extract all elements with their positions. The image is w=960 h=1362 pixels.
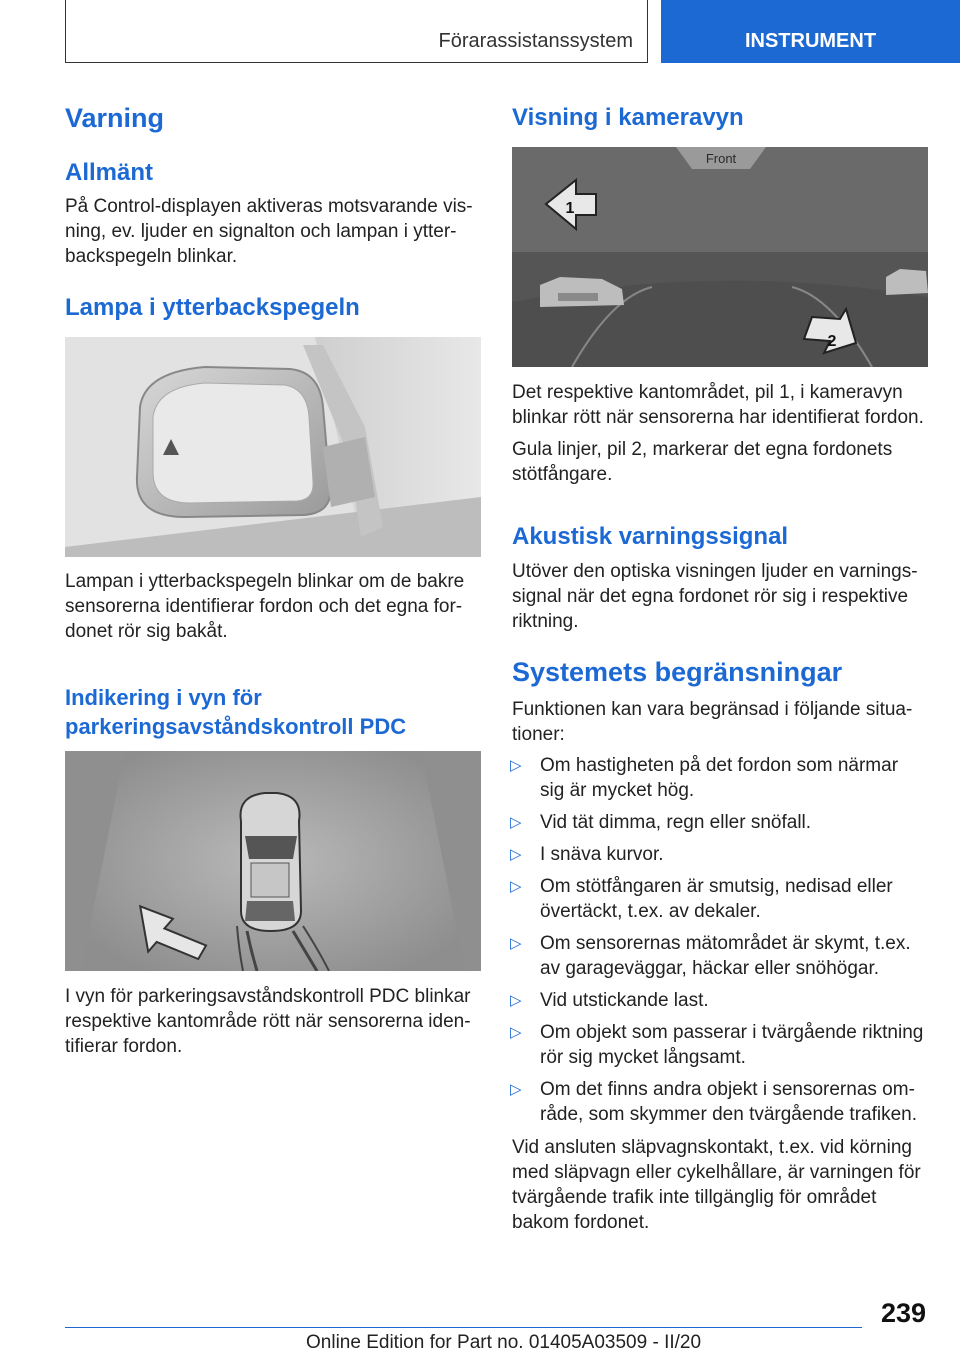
general-text: På Control-displayen aktiveras motsvarande vis- ning, ev. ljuder en signalton och lampan i ytter- backspegeln blinkar.: [65, 196, 473, 267]
acoustic-text: Utöver den optiska visningen ljuder en varnings- signal när det egna fordonet rör sig i respektive riktning.: [512, 561, 918, 632]
footer-edition: Online Edition for Part no. 01405A03509 - II/20: [306, 1332, 702, 1353]
pdc-text: I vyn för parkeringsavståndskontroll PDC blinkar respektive kantområde rött när sensorerna iden- tifierar fordon.: [65, 986, 471, 1057]
arrow-2-label: 2: [827, 333, 837, 350]
pdc-view-illustration: [65, 751, 481, 971]
mirror-illustration: [65, 337, 481, 557]
limits-intro: Funktionen kan vara begränsad i följande situa- tioner:: [512, 699, 913, 745]
section-title-varning: Varning: [65, 103, 165, 133]
camera-text-2: Gula linjer, pil 2, markerar det egna fordonets stötfångare.: [512, 439, 893, 485]
list-item: ▷ Vid utstickande last.: [510, 990, 709, 1011]
footer-divider: [65, 1327, 862, 1328]
header-section-title: Förarassistanssystem: [438, 30, 633, 52]
bullet-triangle-icon: ▷: [510, 846, 522, 863]
heading-mirror-lamp: Lampa i ytterbackspegeln: [65, 294, 360, 321]
heading-pdc-view: Indikering i vyn för parkeringsavståndskontroll PDC: [65, 685, 407, 739]
list-item: ▷ Om objekt som passerar i tvärgående riktning rör sig mycket långsamt.: [510, 1022, 924, 1068]
header-chapter-tab: INSTRUMENT: [661, 0, 960, 63]
page-number: 239: [880, 1298, 926, 1328]
closing-text: Vid ansluten släpvagnskontakt, t.ex. vid körning med släpvagn eller cykelhållare, är varningen för tvärgående trafik inte tillgänglig för området bakom fordonet.: [512, 1137, 921, 1233]
bullet-triangle-icon: ▷: [510, 1024, 522, 1041]
list-item: ▷ Om det finns andra objekt i sensorernas om- råde, som skymmer den tvärgående trafiken.: [510, 1079, 918, 1125]
bullet-triangle-icon: ▷: [510, 757, 522, 774]
header-section-box: [65, 0, 648, 63]
bullet-triangle-icon: ▷: [510, 935, 522, 952]
list-item: ▷ I snäva kurvor.: [510, 844, 664, 865]
heading-system-limits: Systemets begränsningar: [512, 657, 843, 687]
bullet-triangle-icon: ▷: [510, 814, 522, 831]
mirror-text: Lampan i ytterbackspegeln blinkar om de bakre sensorerna identifierar fordon och det egna for- donet rör sig bakåt.: [65, 571, 465, 642]
heading-camera-view: Visning i kameravyn: [512, 104, 744, 131]
camera-front-label: Front: [705, 151, 737, 166]
camera-text-1: Det respektive kantområdet, pil 1, i kameravyn blinkar rött när sensorerna har identifierat fordon.: [512, 382, 924, 428]
list-item: ▷ Om sensorernas mätområdet är skymt, t.ex. av garageväggar, häckar eller snöhögar.: [510, 933, 911, 979]
heading-allmant: Allmänt: [65, 159, 154, 186]
list-item: ▷ Om hastigheten på det fordon som närmar sig är mycket hög.: [510, 755, 899, 801]
arrow-1-label: 1: [565, 200, 575, 217]
list-item: ▷ Vid tät dimma, regn eller snöfall.: [510, 812, 812, 833]
bullet-triangle-icon: ▷: [510, 878, 522, 895]
bullet-triangle-icon: ▷: [510, 992, 522, 1009]
heading-acoustic-warning: Akustisk varningssignal: [512, 523, 789, 550]
bullet-triangle-icon: ▷: [510, 1081, 522, 1098]
camera-view-illustration: [512, 147, 928, 367]
list-item: ▷ Om stötfångaren är smutsig, nedisad eller övertäckt, t.ex. av dekaler.: [510, 876, 893, 922]
